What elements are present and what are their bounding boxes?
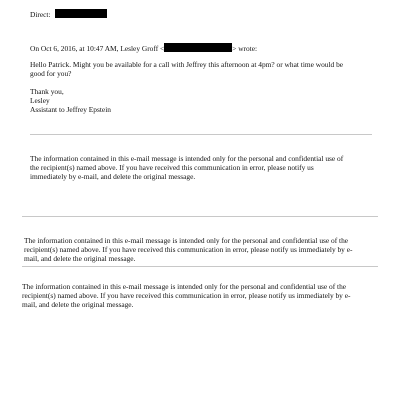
divider-rule <box>30 134 372 135</box>
signature-name: Lesley <box>30 96 50 106</box>
divider-rule <box>22 266 378 267</box>
signature-block <box>30 87 111 115</box>
disclaimer-block <box>30 154 343 182</box>
disclaimer-line: The information contained in this e-mail message is intended only for the personal and confidential use of <box>30 154 344 163</box>
disclaimer-line: mail, and delete the original message. <box>24 254 136 264</box>
disclaimer-line: immediately by e-mail, and delete the original message. <box>30 172 196 182</box>
message-line: Hello Patrick. Might you be available for a call with Jeffrey this afternoon at 4pm? or what time would be <box>30 60 344 69</box>
reply-header-prefix: On Oct 6, 2016, at 10:47 AM, Lesley Groff < <box>30 44 165 53</box>
reply-header <box>30 43 257 53</box>
divider-rule <box>22 216 378 217</box>
disclaimer-block <box>22 282 350 310</box>
disclaimer-line: recipient(s) named above. If you have received this communication in error, please notify us immediately by e- <box>24 245 353 255</box>
message-body <box>30 60 343 78</box>
reply-header-suffix: > wrote: <box>232 44 258 53</box>
closing-text: Thank you, <box>30 87 64 96</box>
disclaimer-line: The information contained in this e-mail message is intended only for the personal and confidential use of the <box>22 282 347 291</box>
redacted-phone-number <box>55 9 107 18</box>
disclaimer-line: recipient(s) named above. If you have received this communication in error, please notify us immediately by e- <box>22 291 351 301</box>
direct-label: Direct: <box>30 10 51 19</box>
signature-title: Assistant to Jeffrey Epstein <box>30 105 111 115</box>
disclaimer-line: The information contained in this e-mail message is intended only for the personal and confidential use of the <box>24 236 349 245</box>
disclaimer-line: the recipient(s) named above. If you have received this communication in error, please notify us <box>30 163 314 173</box>
disclaimer-block <box>24 236 352 264</box>
disclaimer-line: mail, and delete the original message. <box>22 300 134 310</box>
direct-line <box>30 9 107 19</box>
redacted-email-address <box>164 43 232 52</box>
message-line: good for you? <box>30 69 72 79</box>
